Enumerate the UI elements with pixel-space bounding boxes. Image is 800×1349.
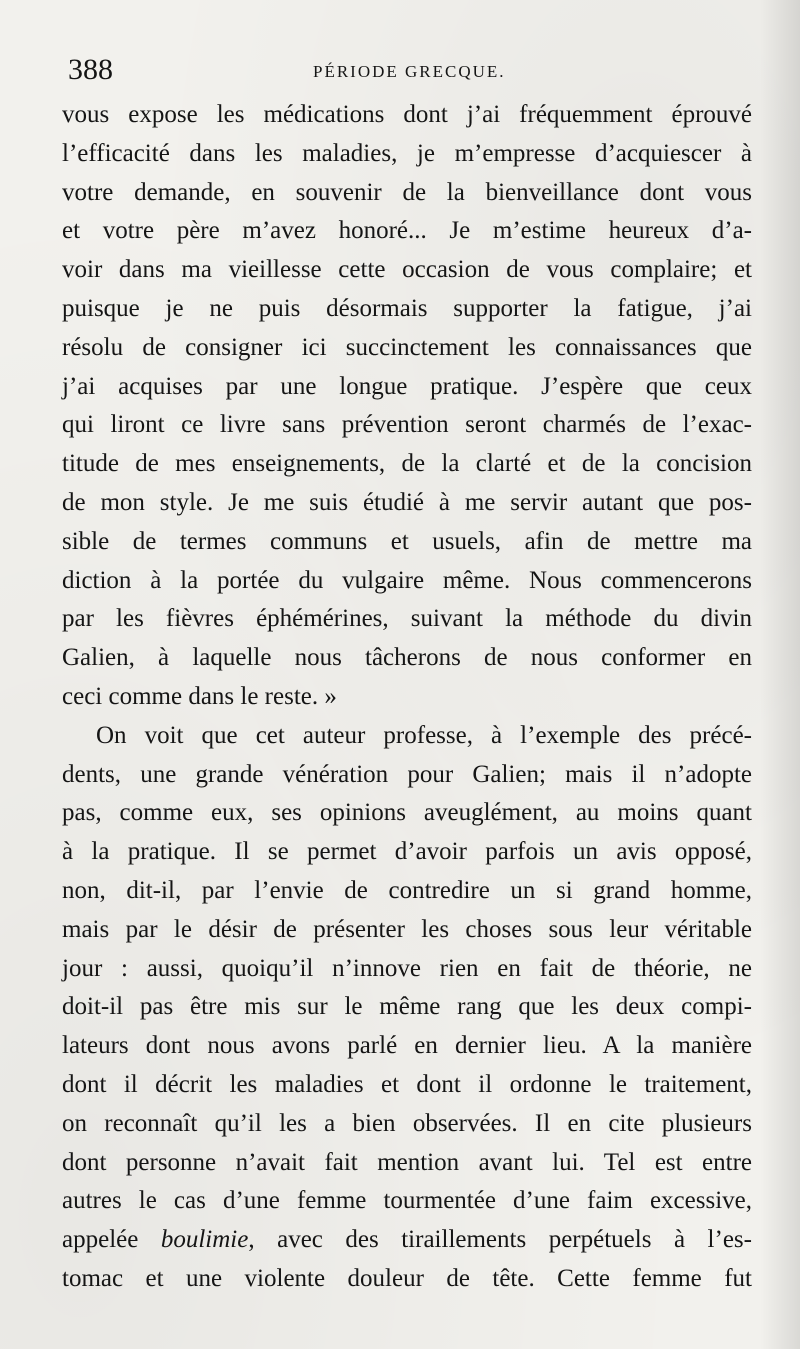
text-line: résolu de consigner ici succinctement les connaissances que: [62, 333, 752, 361]
text-line: vous expose les médications dont j’ai fréquemment éprouvé: [62, 101, 752, 128]
paragraph-2: [62, 717, 752, 1299]
text-segment: , avec des tiraillements perpétuels à l’es-: [248, 1226, 752, 1254]
text-line: dont il décrit les maladies et dont il ordonne le traitement,: [62, 1070, 752, 1098]
paragraph-1: [62, 96, 752, 717]
text-line: j’ai acquises par une longue pratique. J’espère que ceux: [62, 372, 752, 400]
text-line: autres le cas d’une femme tourmentée d’une faim excessive,: [62, 1187, 752, 1215]
text-line: l’efficacité dans les maladies, je m’empresse d’acquiescer à: [62, 139, 752, 167]
text-line: de mon style. Je me suis étudié à me servir autant que pos-: [62, 488, 752, 516]
text-line: jour : aussi, quoiqu’il n’innove rien en fait de théorie, ne: [62, 954, 752, 982]
text-line: à la pratique. Il se permet d’avoir parfois un avis opposé,: [62, 838, 752, 866]
text-line: votre demande, en souvenir de la bienveillance dont vous: [62, 178, 752, 206]
text-line: pas, comme eux, ses opinions aveuglément, au moins quant: [62, 799, 752, 827]
text-line: mais par le désir de présenter les choses sous leur véritable: [62, 915, 752, 943]
text-line: non, dit-il, par l’envie de contredire un si grand homme,: [62, 876, 752, 904]
text-line-with-italic: [62, 1221, 752, 1260]
text-line: qui liront ce livre sans prévention seront charmés de l’exac-: [62, 411, 752, 439]
text-line: tomac et une violente douleur de tête. Cette femme fut: [62, 1264, 752, 1292]
page-header: [68, 50, 728, 90]
text-line: puisque je ne puis désormais supporter la fatigue, j’ai: [62, 294, 752, 322]
text-line: ceci comme dans le reste. »: [62, 682, 337, 710]
body-text: [62, 96, 752, 1299]
text-line: dont personne n’avait fait mention avant lui. Tel est entre: [62, 1148, 752, 1176]
text-line: doit-il pas être mis sur le même rang que les deux compi-: [62, 993, 752, 1021]
italic-term: boulimie: [160, 1226, 249, 1254]
text-line: On voit que cet auteur professe, à l’exemple des précé-: [96, 721, 752, 749]
text-line: et votre père m’avez honoré... Je m’estime heureux d’a-: [62, 217, 752, 245]
text-line: diction à la portée du vulgaire même. Nous commencerons: [62, 566, 752, 594]
text-line: par les fièvres éphémérines, suivant la méthode du divin: [62, 605, 752, 633]
text-line: voir dans ma vieillesse cette occasion de vous complaire; et: [62, 256, 752, 284]
text-line: titude de mes enseignements, de la clarté et de la concision: [62, 450, 752, 478]
text-segment: appelée: [62, 1226, 161, 1254]
text-line: Galien, à laquelle nous tâcherons de nous conformer en: [62, 644, 752, 672]
text-line: lateurs dont nous avons parlé en dernier lieu. A la manière: [62, 1032, 752, 1060]
text-line: sible de termes communs et usuels, afin de mettre ma: [62, 527, 752, 555]
page-number: 388: [68, 53, 113, 86]
text-line: dents, une grande vénération pour Galien; mais il n’adopte: [62, 760, 752, 788]
text-line: on reconnaît qu’il les a bien observées. Il en cite plusieurs: [62, 1109, 752, 1137]
spine-shadow: [760, 0, 800, 1349]
running-head: PÉRIODE GRECQUE.: [313, 62, 506, 81]
